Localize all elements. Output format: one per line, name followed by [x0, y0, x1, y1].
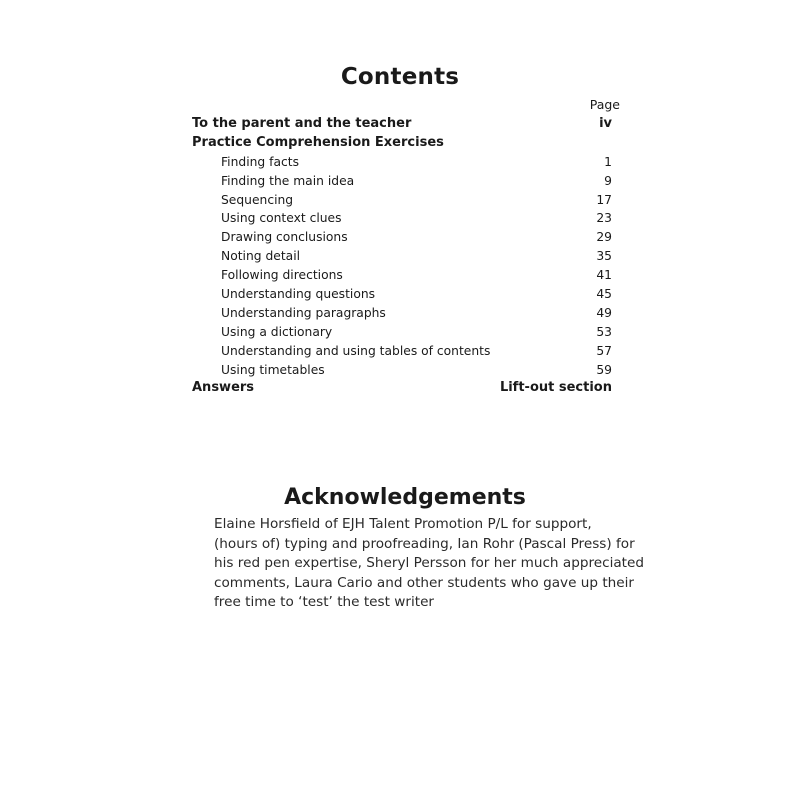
- toc-entry-page: 53: [596, 324, 612, 339]
- toc-entry-title: Understanding paragraphs: [221, 305, 386, 320]
- toc-entry-page: 45: [596, 287, 612, 302]
- toc-entry: [192, 172, 612, 191]
- toc-entry: [192, 191, 612, 210]
- acknowledgement-line: (hours of) typing and proofreading, Ian Rohr (Pascal Press) for: [214, 535, 635, 552]
- toc-entry: [192, 266, 612, 285]
- page-column-header: Page: [589, 97, 620, 112]
- toc-entry: [192, 153, 612, 172]
- toc-entry-title: Noting detail: [221, 249, 301, 264]
- toc-entry-page: 9: [604, 173, 612, 188]
- toc-entry-page: 29: [596, 230, 612, 245]
- toc-entry-page: Lift-out section: [499, 380, 612, 396]
- acknowledgement-line: free time to ‘test’ the test writer: [214, 594, 435, 610]
- toc-entry: [192, 209, 612, 228]
- toc-entry-title: Understanding questions: [221, 287, 376, 302]
- table-of-contents: [192, 115, 612, 398]
- acknowledgements-text: [214, 515, 645, 613]
- acknowledgement-line: his red pen expertise, Sheryl Persson for her much appreciated: [214, 555, 645, 571]
- toc-entry-title: To the parent and the teacher: [192, 116, 412, 131]
- toc-entry-title: Understanding and using tables of contents: [221, 343, 491, 358]
- toc-entry: [192, 285, 612, 304]
- toc-entry-page: 35: [596, 249, 612, 264]
- toc-entry-title: Using a dictionary: [221, 324, 333, 339]
- toc-entry-page: 49: [596, 305, 612, 320]
- contents-heading: Contents: [340, 64, 460, 90]
- toc-entry-page: 59: [596, 362, 612, 377]
- toc-entry: [192, 361, 612, 380]
- toc-entry: [192, 134, 612, 153]
- toc-entry-title: Practice Comprehension Exercises: [192, 134, 444, 150]
- toc-entry-title: Using timetables: [221, 362, 325, 377]
- acknowledgement-line: comments, Laura Cario and other students who gave up their: [214, 574, 634, 591]
- toc-entry: [192, 228, 612, 247]
- toc-entry-title: Answers: [192, 380, 255, 396]
- toc-entry: [192, 323, 612, 342]
- toc-entry-page: 41: [596, 268, 612, 283]
- toc-entry-title: Finding the main idea: [221, 173, 355, 188]
- toc-entry-page: 57: [596, 343, 612, 358]
- toc-entry-title: Following directions: [221, 268, 343, 283]
- toc-entry-title: Sequencing: [221, 192, 294, 207]
- toc-entry: [192, 247, 612, 266]
- toc-entry-title: Finding facts: [221, 154, 299, 169]
- toc-entry: [192, 379, 612, 398]
- toc-entry-page: 17: [596, 192, 612, 207]
- toc-entry-page: iv: [599, 116, 612, 131]
- acknowledgement-line: Elaine Horsfield of EJH Talent Promotion P/L for support,: [214, 516, 592, 532]
- toc-entry-page: 1: [604, 154, 612, 169]
- toc-entry-page: 23: [596, 211, 612, 226]
- toc-entry: [192, 342, 612, 361]
- acknowledgements-heading: Acknowledgements: [284, 485, 526, 510]
- toc-entry: [192, 115, 612, 134]
- toc-entry: [192, 304, 612, 323]
- toc-entry-title: Using context clues: [221, 211, 342, 226]
- toc-entry-title: Drawing conclusions: [221, 230, 348, 245]
